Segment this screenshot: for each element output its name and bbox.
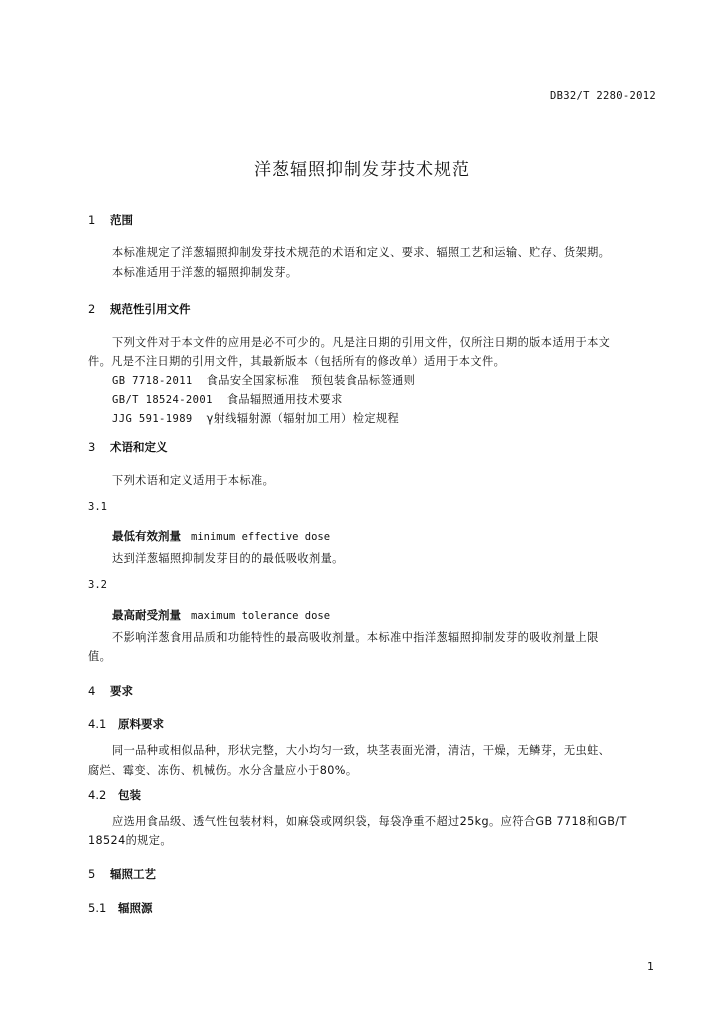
section-number: 4 <box>88 684 96 698</box>
term-chinese: 最高耐受剂量 <box>112 608 181 622</box>
term-2-definition-line-1: 不影响洋葱食用品质和功能特性的最高吸收剂量。本标准中指洋葱辐照抑制发芽的吸收剂量上限 <box>112 631 599 644</box>
section-number: 2 <box>88 302 96 316</box>
section-4-1-line-2: 腐烂、霉变、冻伤、机械伤。水分含量应小于80%。 <box>88 764 358 777</box>
reference-name: 食品安全国家标准 预包装食品标签通则 <box>206 374 416 387</box>
term-1-number: 3.1 <box>88 501 107 513</box>
section-5-1-heading <box>88 900 153 916</box>
section-title: 辐照工艺 <box>110 867 156 881</box>
reference-code: GB 7718-2011 <box>112 375 193 387</box>
section-3-heading <box>88 439 168 455</box>
term-chinese: 最低有效剂量 <box>112 529 181 543</box>
section-5-heading <box>88 866 156 882</box>
reference-name: γ射线辐射源（辐射加工用）检定规程 <box>206 412 400 425</box>
section-title: 规范性引用文件 <box>110 302 191 316</box>
section-2-paragraph-line-1: 下列文件对于本文件的应用是必不可少的。凡是注日期的引用文件，仅所注日期的版本适用于本文 <box>112 336 611 349</box>
section-number: 5 <box>88 867 96 881</box>
section-4-2-line-2: 18524的规定。 <box>88 834 172 847</box>
document-code: DB32/T 2280-2012 <box>550 90 656 102</box>
section-number: 1 <box>88 213 96 227</box>
section-4-2-heading <box>88 787 141 803</box>
section-number: 4.1 <box>88 717 107 731</box>
section-title: 包装 <box>118 788 141 802</box>
term-english: minimum effective dose <box>191 531 331 543</box>
section-4-heading <box>88 683 133 699</box>
section-4-1-heading <box>88 716 164 732</box>
term-2-definition-line-2: 值。 <box>88 650 112 663</box>
section-2-paragraph-line-2: 件。凡是不注日期的引用文件，其最新版本（包括所有的修改单）适用于本文件。 <box>88 355 506 368</box>
reference-item <box>112 410 399 426</box>
section-number: 3 <box>88 440 96 454</box>
reference-name: 食品辐照通用技术要求 <box>226 393 343 406</box>
reference-item <box>112 391 343 407</box>
section-title: 辐照源 <box>118 901 153 915</box>
section-title: 要求 <box>110 684 133 698</box>
section-3-intro: 下列术语和定义适用于本标准。 <box>112 474 275 487</box>
reference-code: JJG 591-1989 <box>112 413 193 425</box>
section-number: 4.2 <box>88 788 107 802</box>
term-english: maximum tolerance dose <box>191 610 331 622</box>
section-1-paragraph-1: 本标准规定了洋葱辐照抑制发芽技术规范的术语和定义、要求、辐照工艺和运输、贮存、货架期。 <box>112 246 611 259</box>
reference-code: GB/T 18524-2001 <box>112 394 213 406</box>
section-title: 范围 <box>110 213 133 227</box>
reference-item <box>112 372 415 388</box>
section-4-2-line-1: 应选用食品级、透气性包装材料，如麻袋或网织袋，每袋净重不超过25kg。应符合GB 7718和GB/T <box>112 815 627 828</box>
term-1-heading <box>112 525 330 544</box>
page-number: 1 <box>647 960 654 973</box>
section-title: 术语和定义 <box>110 440 168 454</box>
document-title: 洋葱辐照抑制发芽技术规范 <box>254 160 470 180</box>
section-number: 5.1 <box>88 901 107 915</box>
term-2-number: 3.2 <box>88 579 107 591</box>
term-1-definition: 达到洋葱辐照抑制发芽目的的最低吸收剂量。 <box>112 552 344 565</box>
section-1-paragraph-2: 本标准适用于洋葱的辐照抑制发芽。 <box>112 266 298 279</box>
section-4-1-line-1: 同一品种或相似品种，形状完整，大小均匀一致，块茎表面光滑，清洁，干燥，无鳞芽，无虫蛀、 <box>112 744 611 757</box>
section-2-heading <box>88 301 191 317</box>
section-title: 原料要求 <box>118 717 164 731</box>
section-1-heading <box>88 212 133 228</box>
term-2-heading <box>112 604 330 623</box>
